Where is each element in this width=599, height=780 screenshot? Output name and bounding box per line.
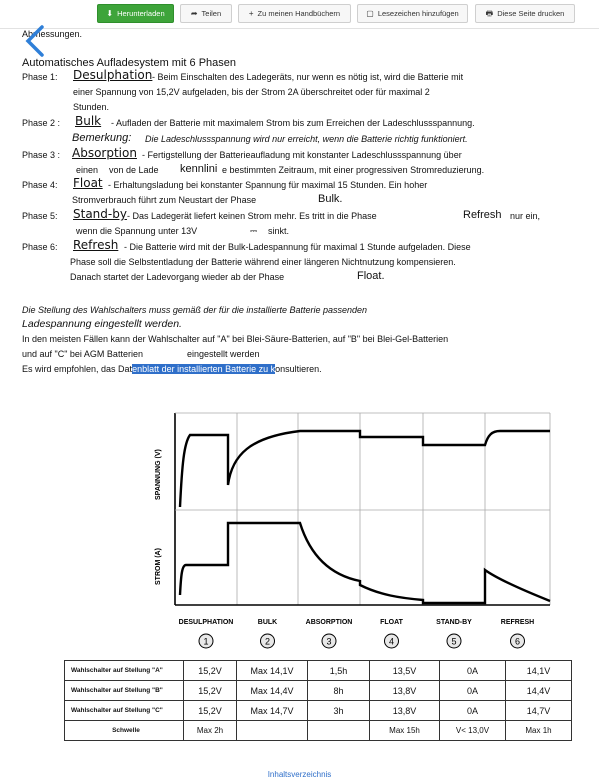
phase4-name: Float — [73, 176, 103, 190]
dc-symbol-icon: ⎓ — [250, 226, 258, 236]
table-cell: Max 1h — [506, 721, 572, 741]
row-label: Schwelle — [65, 721, 184, 741]
share-icon: ➦ — [190, 8, 198, 18]
table-cell: V< 13,0V — [440, 721, 506, 741]
voltage-curve — [180, 431, 550, 507]
phase-label: BULK — [257, 619, 278, 626]
row-label: Wahlschalter auf Stellung "B" — [65, 681, 184, 701]
toolbar — [0, 0, 599, 29]
share-button[interactable]: ➦ Teilen — [180, 4, 232, 23]
top-fragment: Abmessungen. — [22, 29, 83, 39]
table-cell: 0A — [440, 661, 506, 681]
phase3-label: Phase 3 : — [22, 150, 61, 160]
row-label: Wahlschalter auf Stellung "A" — [65, 661, 184, 681]
table-cell: 1,5h — [308, 661, 370, 681]
phase-number: 1 — [203, 636, 209, 647]
table-cell: 0A — [440, 701, 506, 721]
phase-number: 6 — [514, 636, 521, 647]
phase-label: STAND-BY — [436, 619, 472, 626]
current-axis-label: STROM (A) — [155, 548, 162, 585]
table-cell: 15,2V — [184, 701, 237, 721]
phase-label: ABSORPTION — [305, 619, 353, 626]
phase-label: REFRESH — [500, 619, 535, 626]
phase-label: DESULPHATION — [178, 619, 234, 626]
phase1-label: Phase 1: — [22, 72, 58, 82]
phase2-label: Phase 2 : — [22, 118, 61, 128]
table-cell: 8h — [308, 681, 370, 701]
table-cell: 15,2V — [184, 661, 237, 681]
phase-number: 3 — [326, 636, 332, 647]
table-cell: 13,8V — [370, 701, 440, 721]
table-cell: 14,1V — [506, 661, 572, 681]
table-cell: Max 2h — [184, 721, 237, 741]
plus-icon: + — [248, 8, 254, 18]
phase-number: 5 — [451, 636, 457, 647]
charging-parameters-table — [64, 660, 572, 741]
phase-label: FLOAT — [380, 619, 403, 626]
phase3-name: Absorption — [72, 146, 137, 160]
phase4-label: Phase 4: — [22, 180, 58, 190]
phase1-name: Desulphation — [73, 68, 153, 82]
add-to-manuals-button[interactable]: + Zu meinen Handbüchern — [238, 4, 351, 23]
phase2-name: Bulk — [75, 114, 102, 128]
phase2-note-label: Bemerkung: — [72, 132, 132, 144]
table-cell: Max 14,4V — [237, 681, 308, 701]
phase-number: 4 — [388, 636, 395, 647]
table-cell: 13,8V — [370, 681, 440, 701]
table-of-contents-link[interactable]: Inhaltsverzeichnis — [267, 770, 332, 779]
bookmark-icon: ▢ — [366, 8, 374, 18]
phase6-name: Refresh — [73, 238, 119, 252]
phase6-label: Phase 6: — [22, 242, 58, 252]
table-cell: 13,5V — [370, 661, 440, 681]
charging-curve-chart — [0, 405, 599, 660]
text-selection[interactable]: enblatt der installierten Batterie zu k — [132, 364, 276, 374]
table-row — [65, 721, 572, 741]
table-cell: 3h — [308, 701, 370, 721]
voltage-axis-label: SPANNUNG (V) — [155, 449, 162, 500]
current-curve — [180, 523, 550, 603]
phase5-label: Phase 5: — [22, 211, 58, 221]
table-cell: Max 14,1V — [237, 661, 308, 681]
table-cell — [308, 721, 370, 741]
back-chevron-icon[interactable] — [22, 24, 48, 58]
add-bookmark-button[interactable]: ▢ Lesezeichen hinzufügen — [357, 4, 468, 23]
download-button[interactable]: ⬇ Herunterladen — [97, 4, 174, 23]
row-label: Wahlschalter auf Stellung "C" — [65, 701, 184, 721]
table-cell: 0A — [440, 681, 506, 701]
table-row — [65, 701, 572, 721]
section-heading: Automatisches Aufladesystem mit 6 Phasen — [22, 57, 236, 69]
table-cell: 15,2V — [184, 681, 237, 701]
table-cell: 14,7V — [506, 701, 572, 721]
download-icon: ⬇ — [106, 8, 114, 18]
printer-icon: 🖶 — [485, 8, 494, 18]
recommendation-line: Es wird empfohlen, das Datenblatt der installierten Batterie zu konsultieren. — [22, 364, 322, 374]
print-page-button[interactable]: 🖶 Diese Seite drucken — [475, 4, 575, 23]
phase-number: 2 — [264, 636, 271, 647]
phase5-name: Stand-by — [73, 207, 127, 221]
table-cell: Max 14,7V — [237, 701, 308, 721]
table-cell: Max 15h — [370, 721, 440, 741]
table-cell — [237, 721, 308, 741]
table-row — [65, 661, 572, 681]
table-row — [65, 681, 572, 701]
table-cell: 14,4V — [506, 681, 572, 701]
